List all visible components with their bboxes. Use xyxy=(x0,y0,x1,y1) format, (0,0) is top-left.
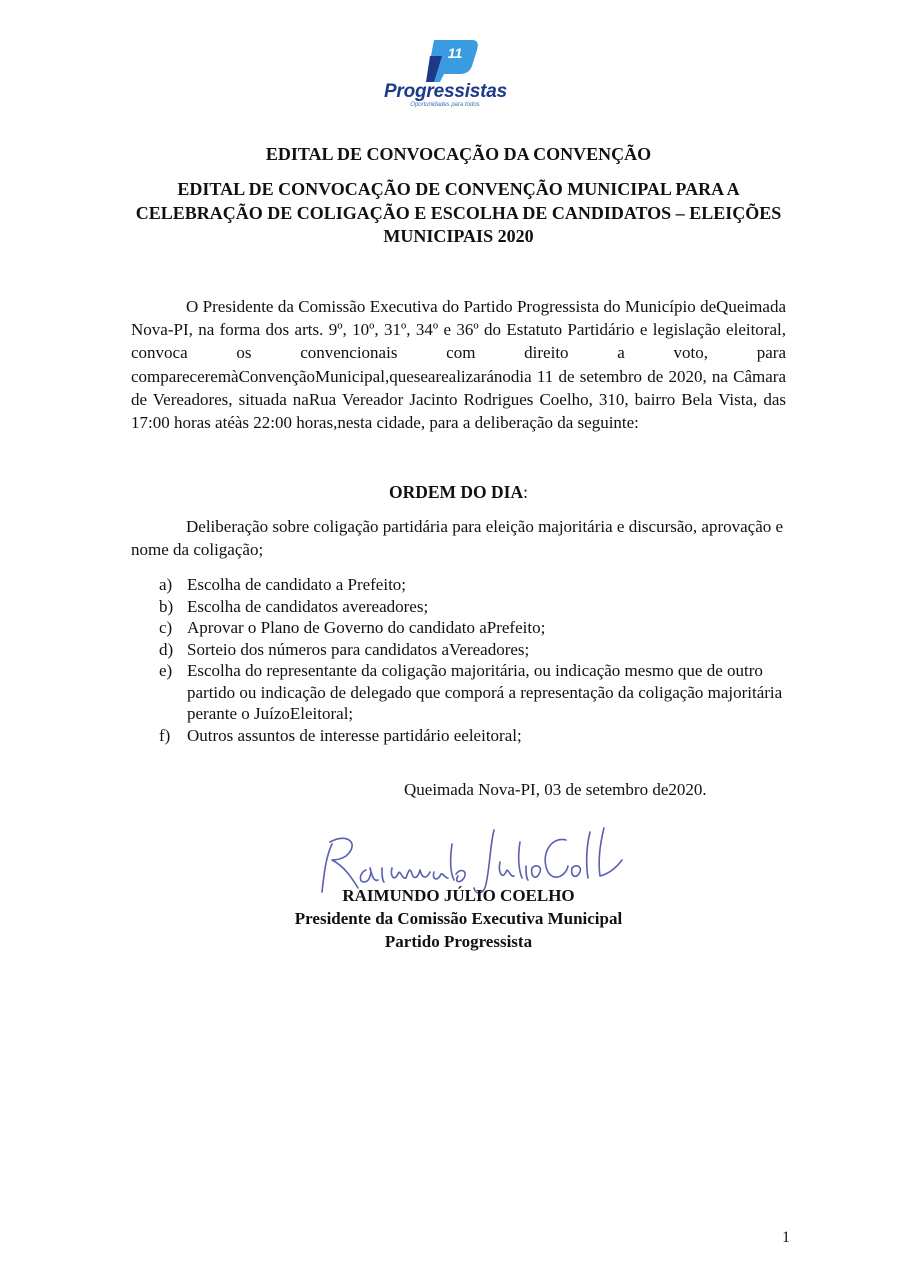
agenda-item-marker: c) xyxy=(159,618,173,637)
agenda-list xyxy=(131,574,786,746)
party-logo xyxy=(360,36,530,110)
agenda-item-marker: a) xyxy=(159,575,173,594)
deliberation-paragraph: Deliberação sobre coligação partidária para eleição majoritária e discursão, aprovação e nome da coligação; xyxy=(131,517,784,559)
agenda-item xyxy=(131,574,786,596)
logo-tagline: Oportunidades para todos xyxy=(410,102,480,108)
signatory-role: Presidente da Comissão Executiva Municipal xyxy=(294,909,623,928)
agenda-item-text: Escolha do representante da coligação majoritária, ou indicação mesmo que de outro partido ou indicação de delegado que comporá a representação da coligação majoritária perante o JuízoEleitoral; xyxy=(187,661,783,723)
agenda-item-text: Aprovar o Plano de Governo do candidato aPrefeito; xyxy=(187,618,546,637)
agenda-item-text: Escolha de candidatos avereadores; xyxy=(187,596,429,616)
logo-wordmark: Progressistas xyxy=(383,81,508,102)
agenda-item-text: Sorteio dos números para candidatos aVereadores; xyxy=(187,639,530,659)
signatory-block xyxy=(130,884,787,953)
agenda-item-marker: f) xyxy=(159,725,171,745)
agenda-item xyxy=(131,660,786,725)
agenda-heading xyxy=(130,481,787,503)
agenda-item-marker: e) xyxy=(159,661,173,680)
agenda-item-text: Escolha de candidato a Prefeito; xyxy=(187,575,407,594)
agenda-heading-colon: : xyxy=(523,482,529,502)
document-title: EDITAL DE CONVOCAÇÃO DA CONVENÇÃO xyxy=(265,144,652,164)
agenda-item-marker: b) xyxy=(159,596,174,616)
agenda-item xyxy=(131,639,786,661)
agenda-item xyxy=(131,617,786,639)
agenda-item xyxy=(131,725,786,747)
signatory-name: RAIMUNDO JÚLIO COELHO xyxy=(342,886,575,905)
place-and-date: Queimada Nova-PI, 03 de setembro de2020. xyxy=(404,780,707,799)
page-number: 1 xyxy=(782,1229,790,1246)
agenda-item-marker: d) xyxy=(159,639,174,659)
agenda-heading-text: ORDEM DO DIA xyxy=(388,482,524,502)
convocation-paragraph: O Presidente da Comissão Executiva do Partido Progressista do Município deQueimada Nova-PI, na forma dos arts. 9º, 10º, 31º, 34º e 36º do Estatuto Partidário e legislação eleitoral, convoca os convencionais com direito a voto, para compareceremàConvençãoMunicipal,quesearealizaránodia 11 de setembro de 2020, na Câmara de Vereadores, situada naRua Vereador Jacinto Rodrigues Coelho, 310, bairro Bela Vista, das 17:00 horas atéàs 22:00 horas,nesta cidade, para a deliberação da seguinte: xyxy=(131,297,786,433)
logo-number: 11 xyxy=(447,45,463,61)
agenda-item-text: Outros assuntos de interesse partidário eeleitoral; xyxy=(187,725,522,745)
agenda-item xyxy=(131,596,786,618)
document-subtitle: EDITAL DE CONVOCAÇÃO DE CONVENÇÃO MUNICIPAL PARA A CELEBRAÇÃO DE COLIGAÇÃO E ESCOLHA DE CANDIDATOS – ELEIÇÕES MUNICIPAIS 2020 xyxy=(135,179,782,246)
signatory-party: Partido Progressista xyxy=(384,932,533,951)
